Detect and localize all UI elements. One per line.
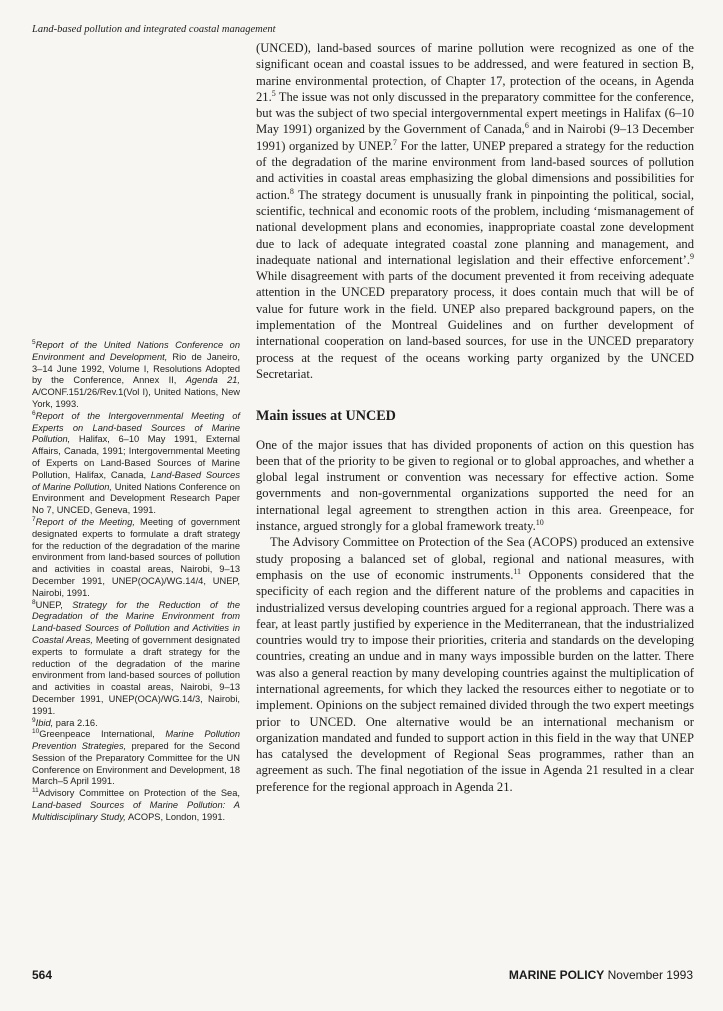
italic-text: Marine Pollution Prevention Strategies,	[32, 729, 240, 752]
italic-text: Ibid,	[35, 717, 54, 728]
footnote: $^{11}$Advisory Committee on Protection of the Sea, Land-based Sources of Marine Pollution: A Multidisciplinary Study, ACOPS, London, 1991.	[32, 787, 240, 822]
note-ref: 8	[32, 598, 36, 606]
footnote: $^8$UNEP, Strategy for the Reduction of the Degradation of the Marine Environment from Land-based Sources of Pollution and Activities in Coastal Areas, Meeting of government designated experts to formulate a draft strategy for the reduction of the degradation of the marine environment from land-based sources of pollution and activities in coastal areas, Nairobi, 9–13 December 1991, UNEP(OCA)/WG.14/3, Nairobi, 1991.	[32, 598, 241, 716]
footnote: $^5$Report of the United Nations Conference on Environment and Development, Rio de Janeiro, 3–14 June 1992, Volume I, Resolutions Adopted by the Conference, Annex II, Agenda 21, A/CONF.151/26/Rev.1(Vol I), United Nations, New York, 1993.	[32, 338, 241, 409]
journal-name: MARINE POLICY	[508, 968, 605, 982]
footnotes-column	[32, 340, 240, 824]
footnote: $^{10}$Greenpeace International, Marine Pollution Prevention Strategies, prepared for the Second Session of the Preparatory Committee for the UN Conference on Environment and Development, 18 March–5 April 1991.	[32, 728, 240, 787]
note-ref: 9	[690, 251, 694, 261]
note-ref: 7	[392, 137, 397, 147]
note-ref: 5	[32, 338, 36, 346]
note-ref: 11	[32, 787, 39, 795]
note-ref: 5	[271, 88, 276, 98]
italic-text: Report of the United Nations Conference on Environment and Development,	[32, 340, 240, 362]
italic-text: Land-based Sources of Marine Pollution: A Multidisciplinary Study,	[32, 800, 240, 822]
body-paragraph: One of the major issues that has divided proponents of action on this question has been that of the priority to be given to regional or to global approaches, and whether a global legal instrument or convention was necessary for effective action. Some governments and non-governmental organizations supported the need for an international legal agreement to strengthen action in this area. Greenpeace, for instance, argued strongly for a global framework treaty.$^{10}$	[256, 437, 694, 534]
issue-date: November 1993	[607, 968, 693, 982]
note-ref: 8	[289, 186, 294, 196]
note-ref: 7	[32, 515, 36, 523]
note-ref: 6	[524, 121, 529, 131]
running-head: Land-based pollution and integrated coastal management	[32, 24, 276, 35]
italic-text: Strategy for the Reduction of the Degradation of the Marine Environment from Land-based Sources of Pollution and Activities in Coastal Areas,	[32, 599, 241, 645]
page-number: 564	[32, 968, 53, 982]
footnote: $^6$Report of the Intergovernmental Meeting of Experts on Land-based Sources of Marine Pollution, Halifax, 6–10 May 1991, External Affairs, Canada, 1991; Intergovernmental Meeting of Experts on Land-Based Sources of Marine Pollution, Halifax, Canada, Land-Based Sources of Marine Pollution, United Nations Conference on Environment and Development Research Paper No 7, UNCED, Geneva, 1991.	[32, 409, 240, 516]
italic-text: Agenda 21,	[185, 375, 241, 386]
section-heading: Main issues at UNCED	[256, 408, 396, 425]
footnote: $^7$Report of the Meeting, Meeting of government designated experts to formulate a draft strategy for the reduction of the degradation of the marine environment from land-based sources of pollution and activities in coastal areas, Nairobi, 9–13 December 1991, UNEP(OCA)/WG.14/4, UNEP, Nairobi, 1991.	[32, 515, 240, 598]
italic-text: Land-Based Sources of Marine Pollution,	[32, 469, 240, 492]
journal-issue	[509, 968, 693, 982]
italic-text: Report of the Meeting,	[35, 516, 135, 527]
note-ref: 10	[32, 728, 40, 736]
note-ref: 11	[513, 566, 522, 576]
italic-text: Report of the Intergovernmental Meeting of Experts on Land-based Sources of Marine Pollution,	[32, 410, 240, 445]
note-ref: 9	[32, 716, 36, 724]
note-ref: 10	[535, 517, 544, 527]
body-paragraph: (UNCED), land-based sources of marine pollution were recognized as one of the significant ocean and coastal issues to be addressed, and were featured in section B, marine environmental protection, of Chapter 17, protection of the oceans, in Agenda 21.$^5$ The issue was not only discussed in the preparatory committee for the conference, but was the subject of two special intergovernmental expert meetings in Halifax (6–10 May 1991) organized by the Government of Canada,$^6$ and in Nairobi (9–13 December 1991) organized by UNEP.$^7$ For the latter, UNEP prepared a strategy for the reduction of the degradation of the marine environment from land-based sources of pollution and activities in coastal areas emphasizing the global dimensions and possibilities for action.$^8$ The strategy document is unusually frank in pinpointing the political, social, scientific, technical and economic roots of the problem, including ‘mismanagement of national development plans and economies, inappropriate coastal zone development due to lack of adequate integrated coastal zone planning and management, and inadequate national and international legislation and their effective enforcement’.$^9$ While disagreement with parts of the document prevented it from receiving adequate attention in the UNCED preparatory process, it does contain much that will be of value for future work in the field. UNEP also prepared background papers, on the implementation of the Montreal Guidelines and on further development of international cooperation on land-based sources, for use in the UNCED preparatory process at the request of the oceans working party organized by the UNCED Secretariat.	[256, 41, 694, 381]
page-footer	[32, 968, 693, 984]
note-ref: 6	[32, 409, 36, 417]
body-paragraph: The Advisory Committee on Protection of the Sea (ACOPS) produced an extensive study proposing a balanced set of global, regional and national measures, with emphasis on the use of economic instruments.$^{11}$ Opponents considered that the specificity of each region and the different nature of the problems and capacities in industrialized versus developing countries argued for a regional approach. There was a fear, at least partly justified by experience in the Mediterranean, that the industrialized countries would try to impose their priorities, criteria and standards on the developing countries, creating an undue and in many ways impossible burden on the latter. There was also a general reaction by many developing countries against the multiplication of international agreements, for which they lacked the resources either to negotiate or to implement. Opinions on the subject remained divided through the two expert meetings prior to UNCED. One alternative would be an international mechanism or organization mandated and funded to support action in this field in the way that UNEP has catalysed the development of Regional Seas programmes, rather than an agreement as such. The final negotiation of the issue in Agenda 21 resulted in a clear preference for the regional approach in Agenda 21.	[256, 535, 694, 794]
footnote: $^9$Ibid, para 2.16.	[32, 716, 98, 728]
main-text-column	[256, 40, 694, 795]
